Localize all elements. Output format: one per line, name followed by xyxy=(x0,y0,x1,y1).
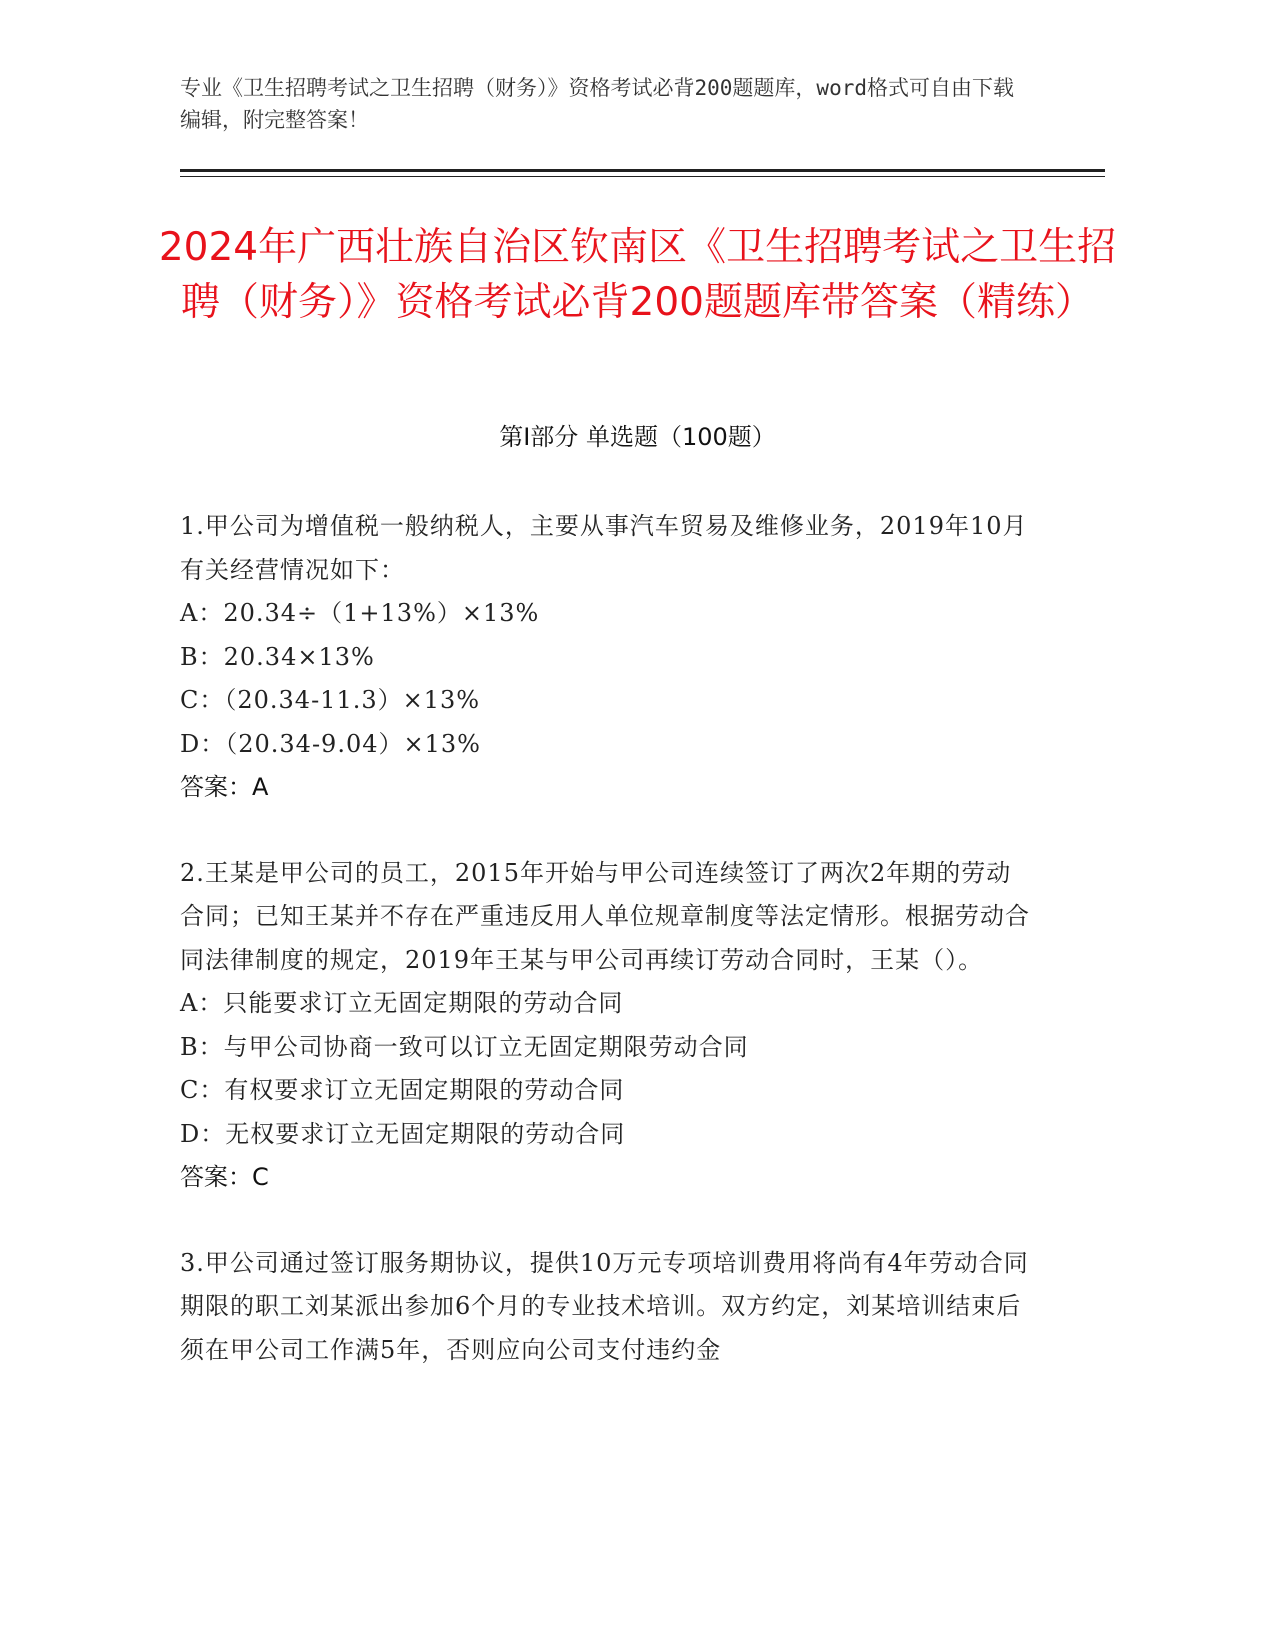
question-list xyxy=(180,505,1030,1414)
option-d: D：无权要求订立无固定期限的劳动合同 xyxy=(180,1119,626,1148)
option-d: D：（20.34-9.04）×13% xyxy=(180,729,481,758)
answer: 答案：C xyxy=(180,1163,269,1191)
option-c: C：有权要求订立无固定期限的劳动合同 xyxy=(180,1076,625,1104)
question-3 xyxy=(180,1242,1030,1373)
header-note: 专业《卫生招聘考试之卫生招聘（财务）》资格考试必背200题题库，word格式可自由下载编辑，附完整答案！ xyxy=(180,76,1014,132)
option-b: B：与甲公司协商一致可以订立无固定期限劳动合同 xyxy=(180,1032,749,1061)
option-a: A：只能要求订立无固定期限的劳动合同 xyxy=(180,989,624,1017)
question-1 xyxy=(180,505,1030,810)
question-stem: 2.王某是甲公司的员工，2015年开始与甲公司连续签订了两次2年期的劳动合同；已知王某并不存在严重违反用人单位规章制度等法定情形。根据劳动合同法律制度的规定，2019年王某与甲公司再续订劳动合同时，王某（）。 xyxy=(180,858,1030,974)
option-list xyxy=(180,982,1030,1156)
question-stem: 3.甲公司通过签订服务期协议，提供10万元专项培训费用将尚有4年劳动合同期限的职工刘某派出参加6个月的专业技术培训。双方约定，刘某培训结束后须在甲公司工作满5年，否则应向公司支付违约金 xyxy=(180,1248,1029,1364)
option-list xyxy=(180,592,1030,766)
document-title: 2024年广西壮族自治区钦南区《卫生招聘考试之卫生招聘（财务）》资格考试必背200题题库带答案（精练） xyxy=(158,225,1117,325)
option-b: B：20.34×13% xyxy=(180,642,375,671)
header-divider-thick xyxy=(180,169,1105,172)
answer: 答案：A xyxy=(180,773,269,801)
section-heading: 第Ⅰ部分 单选题（100题） xyxy=(499,423,776,451)
question-stem: 1.甲公司为增值税一般纳税人，主要从事汽车贸易及维修业务，2019年10月有关经营情况如下： xyxy=(180,512,1028,584)
option-c: C：（20.34-11.3）×13% xyxy=(180,686,481,714)
header-divider-thin xyxy=(180,176,1105,177)
question-2 xyxy=(180,852,1030,1200)
option-a: A：20.34÷（1+13%）×13% xyxy=(180,599,540,627)
